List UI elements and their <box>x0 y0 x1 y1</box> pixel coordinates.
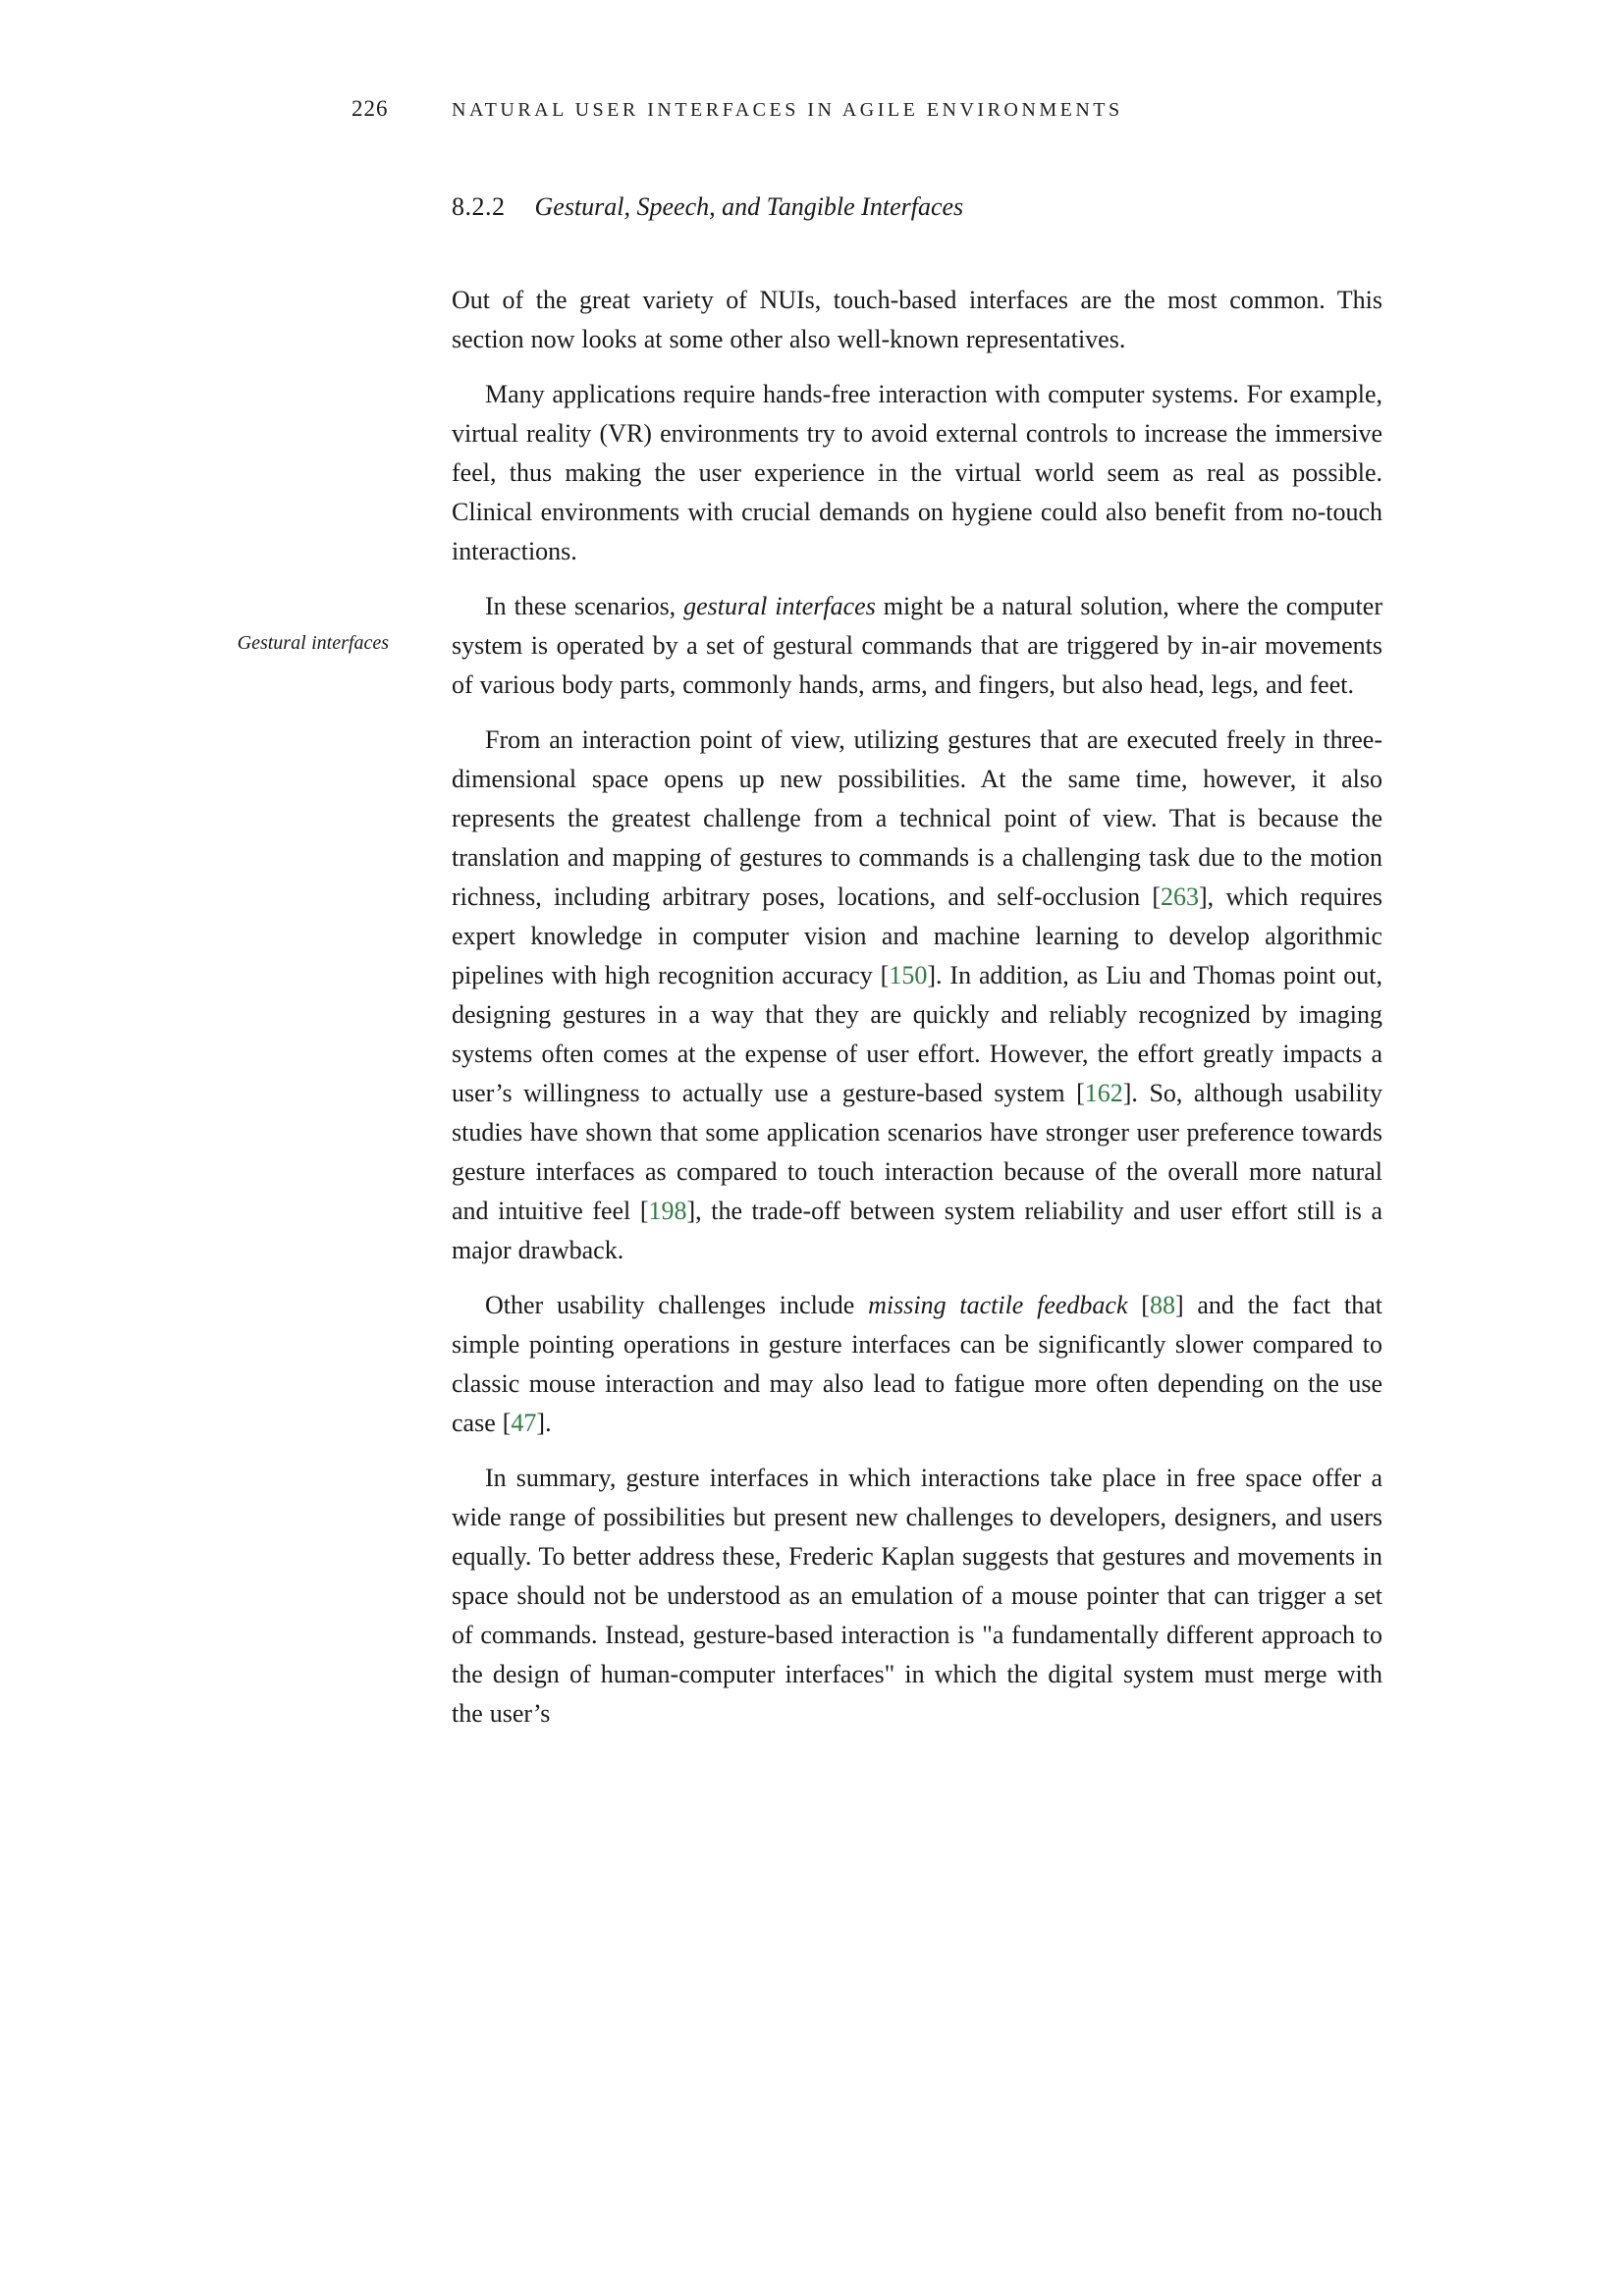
paragraph <box>452 1459 1382 1734</box>
text-run: Out of the great variety of NUIs, touch-based interfaces are the most common. This section now looks at some other also well-known representatives. <box>452 286 1382 353</box>
citation-link[interactable]: 88 <box>1149 1291 1175 1319</box>
emphasized-text: missing tactile feedback <box>868 1291 1128 1319</box>
text-run: ]. In addition, as Liu and Thomas point out, designing gestures in a way that they are quickly and reliably recognized by imaging systems often comes at the expense of user effort. However, the effort greatly impacts a user’s willingness to actually use a gesture-based system [ <box>452 961 1382 1107</box>
text-run: In summary, gesture interfaces in which interactions take place in free space offer a wide range of possibilities but present new challenges to developers, designers, and users equally. To better address these, Frederic Kaplan suggests that gestures and movements in space should not be understood as an emulation of a mouse pointer that can trigger a set of commands. Instead, gesture-based interaction is "a fundamentally different approach to the design of human-computer interfaces" in which the digital system must merge with the user’s <box>452 1464 1382 1728</box>
paragraph <box>452 1286 1382 1443</box>
text-run: ]. So, although usability studies have shown that some application scenarios have stronger user preference towards gesture interfaces as compared to touch interaction because of the overall more natural and intuitive feel [ <box>452 1079 1382 1225</box>
paragraph <box>452 281 1382 359</box>
text-run: Many applications require hands-free interaction with computer systems. For example, virtual reality (VR) environments try to avoid external controls to increase the immersive feel, thus making the user experience in the virtual world seem as real as possible. Clinical environments with crucial demands on hygiene could also benefit from no-touch interactions. <box>452 380 1382 565</box>
paragraph <box>452 375 1382 571</box>
text-run: Other usability challenges include <box>485 1291 869 1319</box>
text-block <box>237 192 1382 1734</box>
text-run: From an interaction point of view, utilizing gestures that are executed freely in three-dimensional space opens up new possibilities. At the same time, however, it also represents the greatest challenge from a technical point of view. That is because the translation and mapping of gestures to commands is a challenging task due to the motion richness, including arbitrary poses, locations, and self-occlusion [ <box>452 725 1382 911</box>
section-number: 8.2.2 <box>452 192 506 221</box>
text-run: ], which requires expert knowledge in computer vision and machine learning to develop algorithmic pipelines with high recognition accuracy [ <box>452 882 1382 989</box>
paragraph <box>452 721 1382 1270</box>
emphasized-text: gestural interfaces <box>683 592 876 620</box>
margin-note: Gestural interfaces <box>237 632 389 654</box>
section-title: Gestural, Speech, and Tangible Interfaces <box>534 192 964 221</box>
section-heading <box>452 192 1382 222</box>
text-run: ], the trade-off between system reliability and user effort still is a major drawback. <box>452 1197 1382 1264</box>
text-run: ]. <box>536 1409 552 1437</box>
text-run: In these scenarios, <box>485 592 684 620</box>
page-number: 226 <box>352 96 389 121</box>
citation-link[interactable]: 150 <box>889 961 928 989</box>
body-paragraphs <box>237 281 1382 1734</box>
text-run: might be a natural solution, where the computer system is operated by a set of gestural commands that are triggered by in-air movements of various body parts, commonly hands, arms, and fingers, but also head, legs, and feet. <box>452 592 1382 699</box>
citation-link[interactable]: 198 <box>648 1197 687 1225</box>
running-head: NATURAL USER INTERFACES IN AGILE ENVIRONMENTS <box>452 99 1123 121</box>
paragraph <box>237 587 1382 705</box>
citation-link[interactable]: 263 <box>1161 882 1200 911</box>
citation-link[interactable]: 47 <box>511 1409 537 1437</box>
page-header <box>0 96 1624 126</box>
text-run: [ <box>1127 1291 1150 1319</box>
citation-link[interactable]: 162 <box>1084 1079 1123 1107</box>
text-run: ] and the fact that simple pointing operations in gesture interfaces can be significantly slower compared to classic mouse interaction and may also lead to fatigue more often depending on the use case [ <box>452 1291 1382 1437</box>
